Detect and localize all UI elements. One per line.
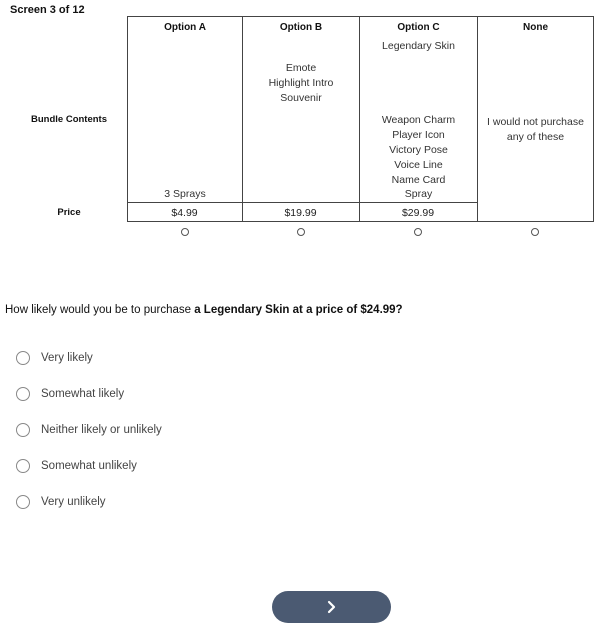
option-b-item: Highlight Intro [268, 77, 334, 89]
option-c-item: Weapon Charm [381, 114, 456, 126]
radio-icon[interactable] [16, 423, 30, 437]
question-text [5, 304, 403, 316]
choice-label: Very unlikely [41, 496, 106, 508]
choice-somewhat-likely[interactable] [16, 385, 124, 403]
choice-label: Somewhat unlikely [41, 460, 137, 472]
none-column [477, 16, 594, 222]
option-c-item: Name Card [391, 174, 446, 186]
option-c-radio[interactable] [414, 228, 422, 236]
radio-icon[interactable] [16, 351, 30, 365]
conjoint-table [127, 16, 594, 222]
option-c-item: Player Icon [392, 129, 445, 141]
row-label-bundle-contents: Bundle Contents [31, 114, 107, 125]
option-b-item: Souvenir [280, 92, 322, 104]
option-b-column [242, 16, 359, 222]
screen-counter: Screen 3 of 12 [10, 4, 85, 16]
option-c-item: Legendary Skin [382, 40, 455, 52]
option-c-item: Spray [404, 188, 433, 200]
choice-label: Somewhat likely [41, 388, 125, 400]
option-c-item: Victory Pose [389, 144, 448, 156]
option-b-header: Option B [279, 22, 323, 33]
option-a-header: Option A [164, 22, 206, 33]
choice-label: Very likely [41, 352, 93, 364]
option-a-column [127, 16, 242, 222]
choice-somewhat-unlikely[interactable] [16, 457, 137, 475]
price-row [127, 202, 477, 222]
none-header: None [523, 22, 548, 33]
option-c-column [359, 16, 477, 222]
radio-icon[interactable] [16, 459, 30, 473]
next-button[interactable] [272, 591, 391, 623]
choice-very-unlikely[interactable] [16, 493, 106, 511]
option-b-price: $19.99 [284, 207, 317, 219]
option-a-item: 3 Sprays [164, 188, 206, 200]
none-item: I would not purchase [487, 116, 584, 128]
chevron-right-icon [326, 600, 338, 614]
question-highlight: a Legendary Skin at a price of $24.99? [194, 304, 403, 316]
option-a-price: $4.99 [171, 207, 198, 219]
choice-very-likely[interactable] [16, 349, 93, 367]
option-c-item: Voice Line [394, 159, 443, 171]
option-c-price: $29.99 [401, 207, 435, 219]
question-prefix: How likely would you be to purchase [5, 304, 195, 316]
radio-icon[interactable] [16, 387, 30, 401]
option-a-radio[interactable] [181, 228, 189, 236]
none-item: any of these [506, 131, 565, 143]
choice-neither[interactable] [16, 421, 162, 439]
option-b-item: Emote [285, 62, 317, 74]
radio-icon[interactable] [16, 495, 30, 509]
row-label-price: Price [57, 207, 81, 218]
none-radio[interactable] [531, 228, 539, 236]
option-b-radio[interactable] [297, 228, 305, 236]
choice-label: Neither likely or unlikely [41, 424, 162, 436]
option-c-header: Option C [397, 22, 440, 33]
